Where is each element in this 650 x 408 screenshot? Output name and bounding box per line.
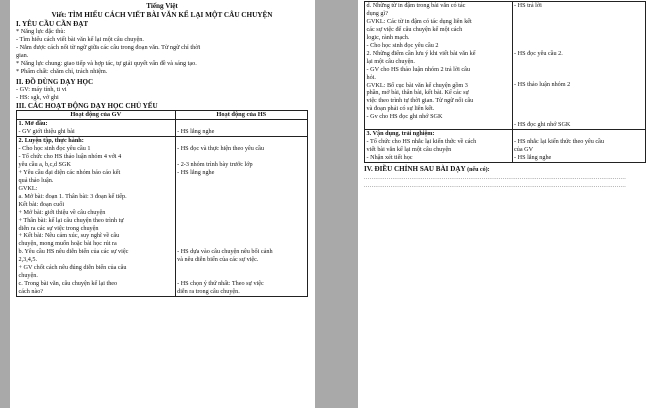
cell-text-line [177,193,305,201]
cell-text-line: d. Những từ in đậm trong bài văn có tác [366,2,466,9]
cell-text-line: dụng gì? [366,9,388,17]
section-heading-activities: III. CÁC HOẠT ĐỘNG DẠY HỌC CHỦ YẾU [16,101,158,110]
materials-list [16,86,308,102]
cell-text-line: chuyện. [18,272,38,280]
cell-text-line: - HS trả lời [514,2,542,9]
document-page-1 [10,0,315,408]
section-heading-materials: II. ĐỒ DÙNG DẠY HỌC [16,77,94,86]
cell-text-line: GVKL: [18,184,38,192]
cell-text-line [514,58,643,66]
cell-text-line: + GV chốt cách nêu đúng diễn biến của câu [18,264,127,272]
table-row [365,130,646,163]
text-line: * Phẩm chất: chăm chỉ, trách nhiệm. [16,68,108,76]
cell-text-line: lại một câu chuyện. [366,57,415,65]
cell-text-line: - 2-3 nhóm trình bày trước lớp [177,160,253,168]
text-line: - GV: máy tính, ti vi [16,85,67,93]
table-header-row [17,111,308,120]
lesson-title: Viết: TÌM HIỂU CÁCH VIẾT BÀI VĂN KỂ LẠI MỘT CÂU CHUYỆN [51,10,273,19]
cell-text-line: - Cho học sinh đọc yêu cầu 2 [366,41,439,49]
cell-text-line: - HS lắng nghe [177,168,215,176]
text-line: - Tìm hiểu cách viết bài văn kể lại một câu chuyện. [16,36,144,44]
cell-text-line: diễn ra trong câu chuyện. [177,287,240,295]
text-line: gian. [16,52,29,60]
cell-text-line: - Nhận xét tiết học [366,153,413,161]
cell-text-line: - HS lắng nghe [177,128,215,136]
cell-text-line [177,201,305,209]
cell-text-line [514,97,643,105]
cell-text-line: và đoạn phải có sự liên kết. [366,105,435,113]
text-line: * Năng lực chung: giao tiếp và hợp tác, tự giải quyết vấn đề và sáng tạo. [16,60,197,68]
student-activity-cell [512,130,645,163]
cell-text-line: và nêu diễn biến của các sự việc. [177,256,259,264]
cell-text-line [177,240,305,248]
text-line: * Năng lực đặc thù: [16,28,66,35]
cell-text-line: của GV [514,145,534,153]
cell-text-line [177,153,305,161]
table-row [17,120,308,137]
cell-text-line [177,216,305,224]
cell-text-line [514,26,643,34]
cell-text-line: chuyện, mong muốn hoặc bài học rút ra [18,240,117,248]
cell-text-line: - GV cho HS thảo luận nhóm 2 trả lời câu [366,65,471,73]
cell-text-line [514,105,643,113]
cell-text-line: phần, mở bài, thân bài, kết bài. Kể các sự [366,89,469,97]
cell-text-line: - Tổ chức cho HS nhắc lại kiến thức về cách [366,138,477,146]
cell-text-line: - HS lắng nghe [514,153,552,161]
cell-text-line [514,130,643,138]
cell-text-line: - HS đọc và thực hiện theo yêu cầu [177,144,264,152]
cell-text-line: + Thân bài: kể lại câu chuyện theo trình tự [18,216,124,224]
cell-text-line: việc theo trình tự thời gian. Từ ngữ nối câu [366,97,474,105]
cell-text-line: logic, rành mạch. [366,33,410,41]
cell-text-line [514,89,643,97]
cell-text-line [514,34,643,42]
cell-text-line [177,177,305,185]
teacher-activity-cell [17,120,176,137]
cell-text-line: hỏi. [366,73,376,81]
teacher-activity-cell [365,2,513,130]
text-line: - HS: sgk, vở ghi [16,93,59,101]
cell-text-line: - Cho học sinh đọc yêu cầu 1 [18,144,91,152]
adjustment-note: (nếu có): [467,166,490,173]
table-row [17,137,308,297]
cell-text-line: yêu cầu a, b,c,d SGK [18,160,71,168]
column-header-student: Hoạt động của HS [175,111,307,120]
student-activity-cell [175,120,307,137]
cell-text-line [177,272,305,280]
student-activity-cell [512,2,645,130]
cell-text-line: 1. Mở đầu: [18,120,48,128]
cell-text-line [514,113,643,121]
cell-text-line: 2,3,4,5. [18,256,38,264]
cell-text-line [514,42,643,50]
cell-text-line [177,120,305,128]
cell-text-line: - HS dựa vào câu chuyện nêu bối cảnh [177,248,273,256]
adjustment-heading-text: IV. ĐIỀU CHỈNH SAU BÀI DẠY [364,164,466,173]
cell-text-line: 2. Những điểm cần lưu ý khi viết bài văn kể [366,49,476,57]
subject-label: Tiếng Việt [146,2,178,10]
cell-text-line: a. Mở bài: đoạn 1. Thân bài: 3 đoạn kế tiếp. [18,192,127,200]
cell-text-line: 3. Vận dụng, trải nghiệm: [366,130,435,138]
cell-text-line: - HS đọc yêu cầu 2. [514,49,563,57]
cell-text-line: - HS nhắc lại kiến thức theo yêu cầu [514,138,604,145]
activities-table-continued [364,1,646,163]
cell-text-line [514,18,643,26]
cell-text-line: 2. Luyện tập, thực hành: [18,137,84,145]
column-header-teacher: Hoạt động của GV [17,111,176,120]
cell-text-line: - Gv cho HS đọc ghi nhớ SGK [366,113,443,121]
cell-text-line: + Yêu cầu đại diện các nhóm báo cáo kết [18,168,121,176]
document-page-2 [358,0,650,408]
cell-text-line: + Kết bài: Nêu cảm xúc, suy nghĩ về câu [18,232,120,240]
cell-text-line [177,264,305,272]
cell-text-line [514,10,643,18]
cell-text-line [177,185,305,193]
cell-text-line: - HS đọc ghi nhớ SGK [514,121,571,129]
cell-text-line: các sự việc để câu chuyện kể một cách [366,25,463,33]
cell-text-line: b. Yêu cầu HS nêu diễn biến của các sự việc [18,248,129,256]
text-line: - Nắm được cách nối từ ngữ giữa các câu trong đoạn văn. Từ ngữ chỉ thời [16,44,201,52]
cell-text-line [177,137,305,145]
cell-text-line [514,66,643,74]
table-row [365,2,646,130]
cell-text-line: quả thảo luận. [18,176,54,184]
teacher-activity-cell [17,137,176,297]
section-heading-adjustment [364,165,646,174]
cell-text-line: - Tổ chức cho HS thảo luận nhóm 4 với 4 [18,152,122,160]
activities-table [16,110,308,297]
section-heading-objectives: I. YÊU CẦU CẦN ĐẠT [16,19,89,28]
adjustment-blank-line: .......................................................................................................................................... [364,175,627,182]
cell-text-line: - GV giới thiệu ghi bài [18,128,75,136]
cell-text-line: viết bài văn kể lại một câu chuyện [366,145,452,153]
teacher-activity-cell [365,130,513,163]
cell-text-line: Kết bài: đoạn cuối [18,200,65,208]
cell-text-line [177,224,305,232]
objectives-list [16,28,308,77]
cell-text-line: GVKL: Bố cục bài văn kể chuyện gồm 3 [366,81,468,89]
cell-text-line [177,209,305,217]
adjustment-blank-line: .......................................................................................................................................... [364,183,627,190]
cell-text-line: GVKL: Các từ in đậm có tác dụng liên kết [366,17,472,25]
cell-text-line: c. Trong bài văn, câu chuyện kể lại theo [18,280,118,288]
cell-text-line: - HS thảo luận nhóm 2 [514,81,571,89]
student-activity-cell [175,137,307,297]
cell-text-line [177,232,305,240]
cell-text-line [514,73,643,81]
cell-text-line: + Mở bài: giới thiệu về câu chuyện [18,208,106,216]
cell-text-line: - HS chọn ý thứ nhất: Theo sự việc [177,279,264,287]
cell-text-line: cách nào? [18,288,44,296]
cell-text-line: diễn ra các sự việc trong chuyện [18,224,99,232]
